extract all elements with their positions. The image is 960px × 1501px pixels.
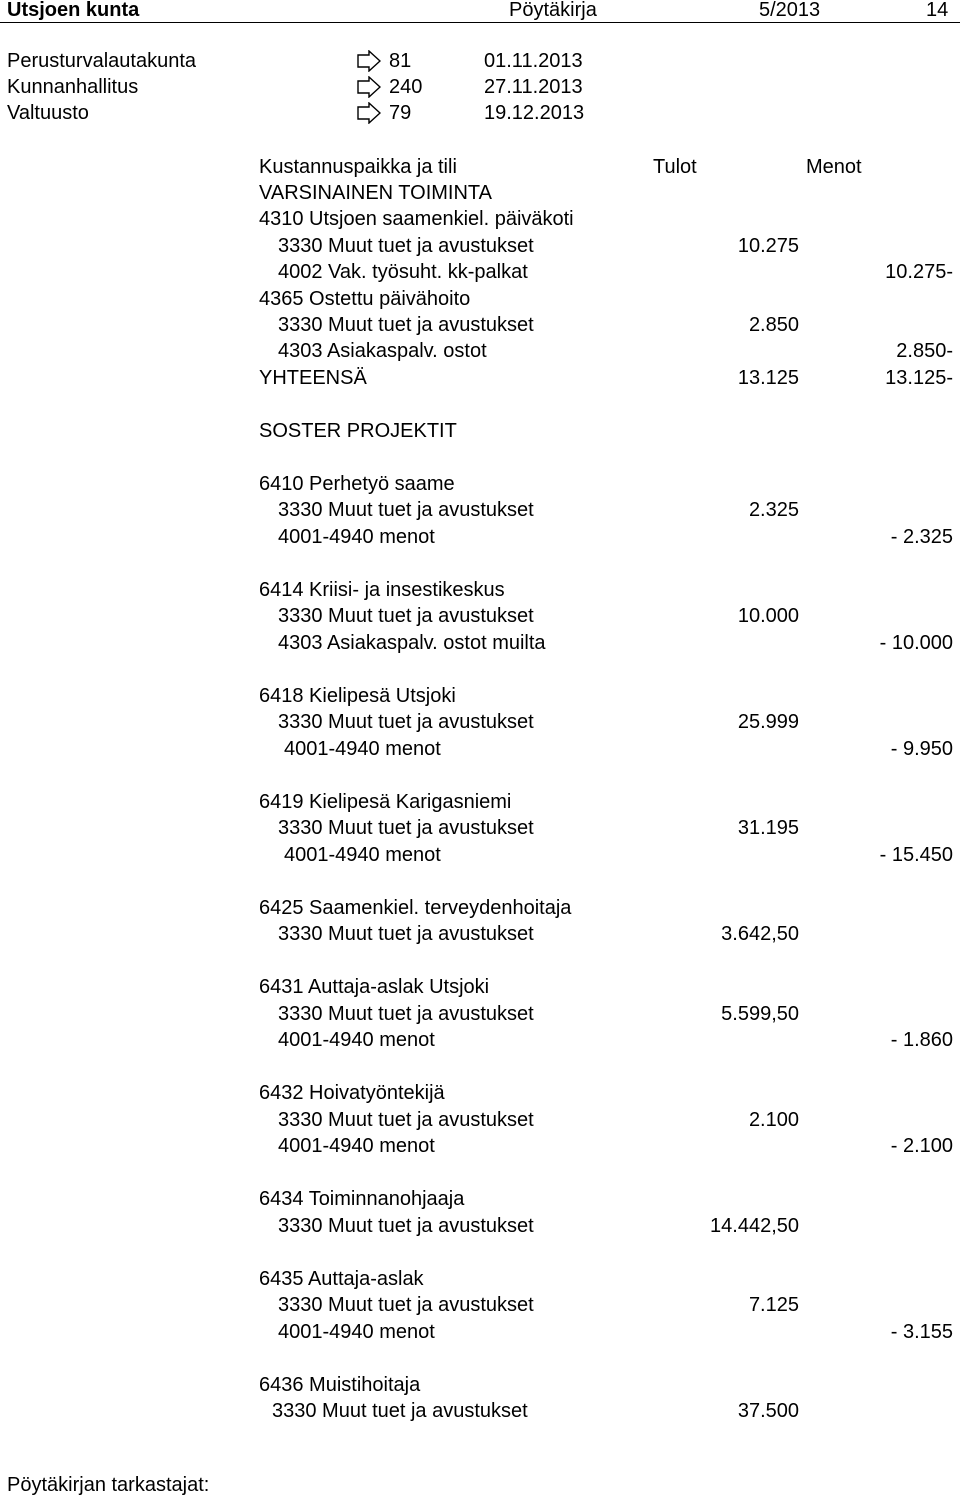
row-label: 4001-4940 menot bbox=[278, 1321, 435, 1343]
row-label: 3330 Muut tuet ja avustukset bbox=[278, 1109, 534, 1131]
expense-value: - 3.155 bbox=[890, 1321, 953, 1343]
expense-value: 2.850- bbox=[896, 340, 953, 362]
income-value: 14.442,50 bbox=[710, 1215, 799, 1237]
row-label: 4310 Utsjoen saamenkiel. päiväkoti bbox=[259, 208, 574, 230]
row-label: 3330 Muut tuet ja avustukset bbox=[278, 923, 534, 945]
row-label: 6431 Auttaja-aslak Utsjoki bbox=[259, 976, 490, 998]
meeting-date: 27.11.2013 bbox=[484, 76, 583, 98]
row-label: 3330 Muut tuet ja avustukset bbox=[278, 711, 534, 733]
row-label: 4002 Vak. työsuht. kk-palkat bbox=[278, 261, 528, 283]
column-header-account: Kustannuspaikka ja tili bbox=[259, 156, 457, 178]
row-label: YHTEENSÄ bbox=[259, 367, 367, 389]
row-label: 3330 Muut tuet ja avustukset bbox=[278, 1003, 534, 1025]
row-label: 4001-4940 menot bbox=[278, 1029, 435, 1051]
row-label: 3330 Muut tuet ja avustukset bbox=[278, 314, 534, 336]
body-name: Kunnanhallitus bbox=[7, 76, 139, 98]
arrow-right-icon bbox=[357, 102, 381, 124]
arrow-right-icon bbox=[357, 50, 381, 72]
row-label: 6436 Muistihoitaja bbox=[259, 1374, 421, 1396]
income-value: 2.100 bbox=[748, 1109, 799, 1131]
section-number: 81 bbox=[389, 50, 412, 72]
expense-value: - 9.950 bbox=[890, 738, 953, 760]
municipality-name: Utsjoen kunta bbox=[7, 0, 140, 21]
income-value: 2.850 bbox=[748, 314, 799, 336]
expense-value: 13.125- bbox=[885, 367, 953, 389]
income-value: 10.000 bbox=[737, 605, 799, 627]
income-value: 10.275 bbox=[737, 235, 799, 257]
row-label: 6432 Hoivatyöntekijä bbox=[259, 1082, 445, 1104]
expense-value: - 2.100 bbox=[890, 1135, 953, 1157]
row-label: 6434 Toiminnanohjaaja bbox=[259, 1188, 465, 1210]
row-label: 3330 Muut tuet ja avustukset bbox=[278, 499, 534, 521]
income-value: 2.325 bbox=[748, 499, 799, 521]
row-label: 3330 Muut tuet ja avustukset bbox=[278, 817, 534, 839]
income-value: 25.999 bbox=[737, 711, 799, 733]
section-number: 240 bbox=[389, 76, 423, 98]
column-header-income: Tulot bbox=[653, 156, 697, 178]
arrow-right-icon bbox=[357, 76, 381, 98]
row-label: 4001-4940 menot bbox=[278, 526, 435, 548]
document-number: 5/2013 bbox=[759, 0, 821, 21]
row-label: 6410 Perhetyö saame bbox=[259, 473, 455, 495]
meeting-date: 19.12.2013 bbox=[484, 102, 585, 124]
section-heading: SOSTER PROJEKTIT bbox=[259, 420, 457, 442]
row-label: VARSINAINEN TOIMINTA bbox=[259, 182, 492, 204]
column-header-expense: Menot bbox=[806, 156, 862, 178]
row-label: 6419 Kielipesä Karigasniemi bbox=[259, 791, 512, 813]
income-value: 7.125 bbox=[748, 1294, 799, 1316]
expense-value: - 1.860 bbox=[890, 1029, 953, 1051]
expense-value: 10.275- bbox=[885, 261, 953, 283]
document-type: Pöytäkirja bbox=[509, 0, 597, 21]
income-value: 31.195 bbox=[737, 817, 799, 839]
section-number: 79 bbox=[389, 102, 412, 124]
row-label: 4001-4940 menot bbox=[284, 738, 441, 760]
row-label: 4303 Asiakaspalv. ostot bbox=[278, 340, 487, 362]
page-header bbox=[0, 0, 960, 23]
row-label: 3330 Muut tuet ja avustukset bbox=[278, 1215, 534, 1237]
row-label: 6425 Saamenkiel. terveydenhoitaja bbox=[259, 897, 572, 919]
page-number: 14 bbox=[926, 0, 949, 21]
expense-value: - 15.450 bbox=[879, 844, 953, 866]
row-label: 6435 Auttaja-aslak bbox=[259, 1268, 424, 1290]
row-label: 3330 Muut tuet ja avustukset bbox=[272, 1400, 528, 1422]
expense-value: - 2.325 bbox=[890, 526, 953, 548]
body-name: Valtuusto bbox=[7, 102, 89, 124]
meeting-date: 01.11.2013 bbox=[484, 50, 583, 72]
minutes-checkers-label: Pöytäkirjan tarkastajat: bbox=[7, 1474, 210, 1496]
income-value: 37.500 bbox=[737, 1400, 799, 1422]
income-value: 13.125 bbox=[737, 367, 799, 389]
row-label: 3330 Muut tuet ja avustukset bbox=[278, 605, 534, 627]
row-label: 3330 Muut tuet ja avustukset bbox=[278, 1294, 534, 1316]
row-label: 4303 Asiakaspalv. ostot muilta bbox=[278, 632, 546, 654]
row-label: 6418 Kielipesä Utsjoki bbox=[259, 685, 456, 707]
income-value: 5.599,50 bbox=[721, 1003, 799, 1025]
income-value: 3.642,50 bbox=[721, 923, 799, 945]
row-label: 4001-4940 menot bbox=[278, 1135, 435, 1157]
row-label: 6414 Kriisi- ja insestikeskus bbox=[259, 579, 505, 601]
body-name: Perusturvalautakunta bbox=[7, 50, 197, 72]
row-label: 4365 Ostettu päivähoito bbox=[259, 288, 471, 310]
row-label: 4001-4940 menot bbox=[284, 844, 441, 866]
row-label: 3330 Muut tuet ja avustukset bbox=[278, 235, 534, 257]
expense-value: - 10.000 bbox=[879, 632, 953, 654]
